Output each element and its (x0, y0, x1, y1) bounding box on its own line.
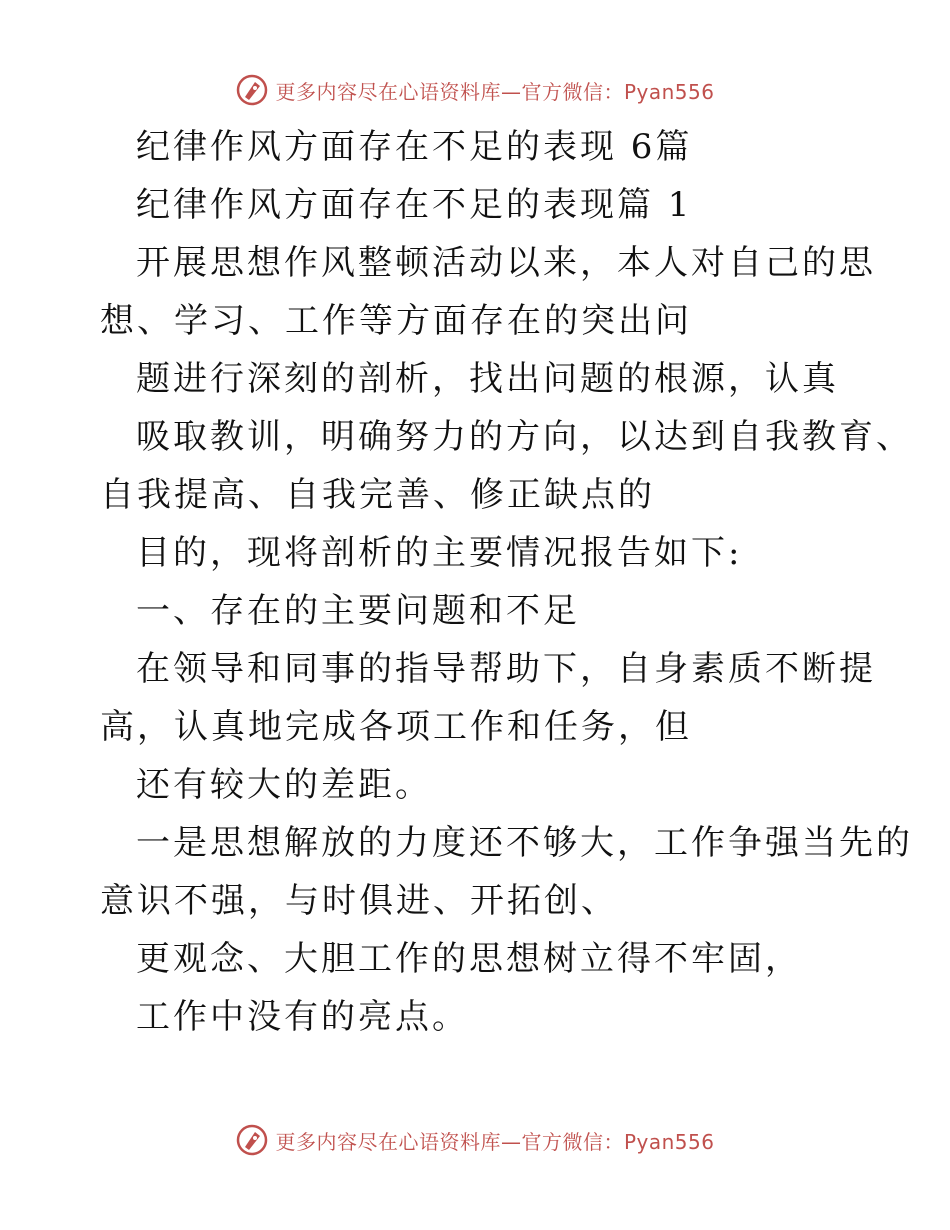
paragraph-line: 想、学习、工作等方面存在的突出问 (100, 301, 692, 341)
paragraph-line: 在领导和同事的指导帮助下，自身素质不断提 (136, 649, 876, 689)
footer-watermark (0, 1120, 950, 1160)
paragraph-line: 目的，现将剖析的主要情况报告如下: (136, 533, 743, 573)
paragraph-line: 更观念、大胆工作的思想树立得不牢固， (136, 939, 802, 979)
watermark-text: 更多内容尽在心语资料库—官方微信：Pyan556 (275, 79, 715, 104)
section-heading: 纪律作风方面存在不足的表现篇 1 (136, 185, 693, 225)
watermark-text: 更多内容尽在心语资料库—官方微信：Pyan556 (275, 1129, 715, 1154)
header-watermark (0, 70, 950, 110)
paragraph-line: 还有较大的差距。 (136, 765, 432, 805)
paragraph-line: 吸取教训，明确努力的方向，以达到自我教育、 (136, 417, 913, 457)
paragraph-line: 工作中没有的亮点。 (136, 997, 469, 1037)
paragraph-line: 题进行深刻的剖析，找出问题的根源，认真 (136, 359, 839, 399)
paragraph-line: 高，认真地完成各项工作和任务，但 (100, 707, 692, 747)
paragraph-line: 意识不强，与时俱进、开拓创、 (100, 881, 618, 921)
subsection-heading: 一、存在的主要问题和不足 (136, 591, 580, 631)
paragraph-line: 开展思想作风整顿活动以来，本人对自己的思 (136, 243, 876, 283)
pen-nib-logo-icon (235, 1123, 269, 1157)
document-title: 纪律作风方面存在不足的表现 6篇 (136, 127, 693, 167)
paragraph-line: 一是思想解放的力度还不够大，工作争强当先的 (136, 823, 913, 863)
pen-nib-logo-icon (235, 73, 269, 107)
paragraph-line: 自我提高、自我完善、修正缺点的 (100, 475, 655, 515)
